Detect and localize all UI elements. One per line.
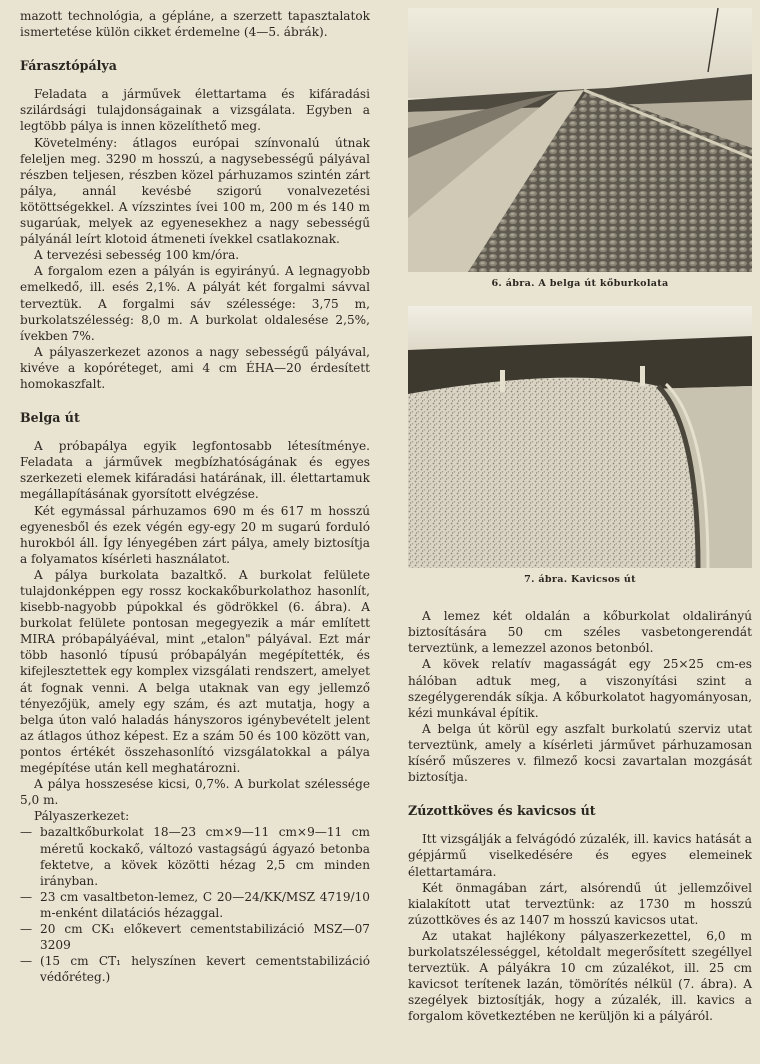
dash: — — [20, 889, 33, 904]
list-item-text: 20 cm CK₁ előkevert cementstabilizáció MSZ—07 3209 — [40, 921, 370, 953]
figure-7 — [408, 306, 752, 588]
paragraph: Két egymással párhuzamos 690 m és 617 m hosszú egyenesből és ezek végén egy-egy 20 m sugarú forduló hurokból áll. Így lényegében zárt pálya, amely biztosítja a folyamatos kísérleti használatot. — [20, 503, 370, 566]
figure-6-caption: 6. ábra. A belga út kőburkolata — [491, 278, 669, 289]
section-title-farasztopalya: Fárasztópálya — [20, 58, 117, 74]
list-item — [20, 953, 370, 985]
structure-list — [20, 824, 370, 985]
list-item — [20, 921, 370, 953]
gravel-road-image — [408, 306, 752, 568]
figure-6 — [408, 8, 752, 292]
list-item — [20, 889, 370, 921]
paragraph: Két önmagában zárt, alsórendű út jellemzőivel kialakított utat terveztünk: az 1730 m hosszú zúzottköves és az 1407 m hosszú kavicsos utat. — [408, 880, 752, 927]
paragraph: Követelmény: átlagos európai színvonalú útnak feleljen meg. 3290 m hosszú, a nagysebességű pályával részben teljesen, részben közel párhuzamos szintén zárt pálya, annál kevésbé szigorú vonalvezetési kötöttségekkel. A vízszintes ívei 100 m, 200 m és 140 m sugarúak, melyek az egyenesekhez a nagy sebességű pályánál leírt klotoid átmeneti ívekkel csatlakoznak. — [20, 135, 370, 247]
paragraph: A lemez két oldalán a kőburkolat oldalirányú biztosítására 50 cm széles vasbetongerendát terveztünk, a lemezzel azonos betonból. — [408, 609, 752, 656]
paragraph: Pályaszerkezet: — [34, 809, 130, 824]
cobblestone-road-image — [408, 8, 752, 272]
list-item-text: bazaltkőburkolat 18—23 cm×9—11 cm×9—11 cm méretű kockakő, változó vastagságú ágyazó betonba fektetve, a kövek közötti hézag 2,5 cm minden irányban. — [40, 825, 370, 888]
paragraph: A forgalom ezen a pályán is egyirányú. A legnagyobb emelkedő, ill. esés 2,1%. A pályát két forgalmi sávval terveztük. A forgalmi sáv szélessége: 3,75 m, burkolatszélesség: 8,0 m. A burkolat oldalesése 2,5%, ívekben 7%. — [20, 264, 370, 343]
paragraph: A pálya hosszesése kicsi, 0,7%. A burkolat szélessége 5,0 m. — [20, 777, 370, 808]
paragraph: A belga út körül egy aszfalt burkolatú szerviz utat terveztünk, amely a kísérleti járművet párhuzamosan kísérő műszeres v. filmező kocsi zavartalan mozgását biztosítja. — [408, 721, 752, 785]
paragraph: A tervezési sebesség 100 km/óra. — [34, 248, 240, 263]
paragraph: A próbapálya egyik legfontosabb létesítménye. Feladata a járművek megbízhatóságának és egyes szerkezeti elemek kifáradási határának, ill. élettartamuk megállapításának gyorsított elvégzése. — [20, 439, 370, 502]
figure-7-caption: 7. ábra. Kavicsos út — [524, 574, 636, 586]
right-column — [408, 8, 752, 1024]
list-item-text: (15 cm CT₁ helyszínen kevert cementstabilizáció védőréteg.) — [40, 954, 370, 985]
paragraph: Feladata a járművek élettartama és kifáradási szilárdsági tulajdonságainak a vizsgálata. Egyben a legtöbb pálya is innen közelíthető meg. — [20, 87, 370, 134]
paragraph: A pálya burkolata bazaltkő. A burkolat felülete tulajdonképpen egy rossz kockakőburkolathoz hasonlít, kisebb-nagyobb púpokkal és gödrökkel (6. ábra). A burkolat felülete pontosan megegyezik a már említett MIRA próbapályáéval, mint „etalon" pályával. Ezt már több hasonló típusú próbapályán megépítették, és kifejlesztettek egy komplex vizsgálati rendszert, amelyet át fognak venni. A belga utaknak van egy jellemző tényezőjük, amely egy szám, és azt mutatja, hogy a belga úton való haladás hányszoros igénybevételt jelent az átlagos úthoz képest. Ez a szám 50 és 100 között van, pontos értékét összehasonlító vizsgálatokkal a pálya megépítése után kell meghatározni. — [20, 567, 370, 776]
dash: — — [20, 825, 33, 840]
paragraph: A kövek relatív magasságát egy 25×25 cm-es hálóban adtuk meg, a viszonyítási szint a szegélygerendák síkja. A kőburkolatot hagyományosan, kézi munkával építik. — [408, 657, 752, 720]
intro-paragraph: mazott technológia, a gépláne, a szerzett tapasztalatok ismertetése külön cikket érdemelne (4—5. ábrák). — [20, 9, 370, 40]
paragraph: Az utakat hajlékony pályaszerkezettel, 6,0 m burkolatszélességgel, kétoldalt megerősített szegéllyel terveztük. A pályákra 10 cm zúzalékot, ill. 25 cm kavicsot terítenek lazán, tömörítés nélkül (7. ábra). A szegélyek biztosítják, hogy a zúzalék, ill. kavics a forgalom következtében ne kerüljön ki a pályáról. — [408, 928, 752, 1024]
dash: — — [20, 921, 33, 936]
cobblestone-road-photo — [408, 8, 752, 272]
gravel-road-photo — [408, 306, 752, 568]
section-title-zuzottkoves-kavicsos-ut: Zúzottköves és kavicsos út — [408, 803, 596, 819]
list-item — [20, 824, 370, 888]
paragraph: A pályaszerkezet azonos a nagy sebességű pályával, kivéve a kopóréteget, ami 4 cm ÉHA—20 érdesített homokaszfalt. — [20, 344, 370, 391]
dash: — — [20, 954, 33, 969]
paragraph: Itt vizsgálják a felvágódó zúzalék, ill. kavics hatását a gépjármű viselkedésére és egyes elemeinek élettartamára. — [408, 832, 752, 879]
section-title-belga-ut: Belga út — [20, 410, 80, 426]
list-item-text: 23 cm vasaltbeton-lemez, C 20—24/KK/MSZ 4719/10 m-enként dilatációs hézaggal. — [40, 889, 370, 920]
left-column — [20, 8, 370, 985]
